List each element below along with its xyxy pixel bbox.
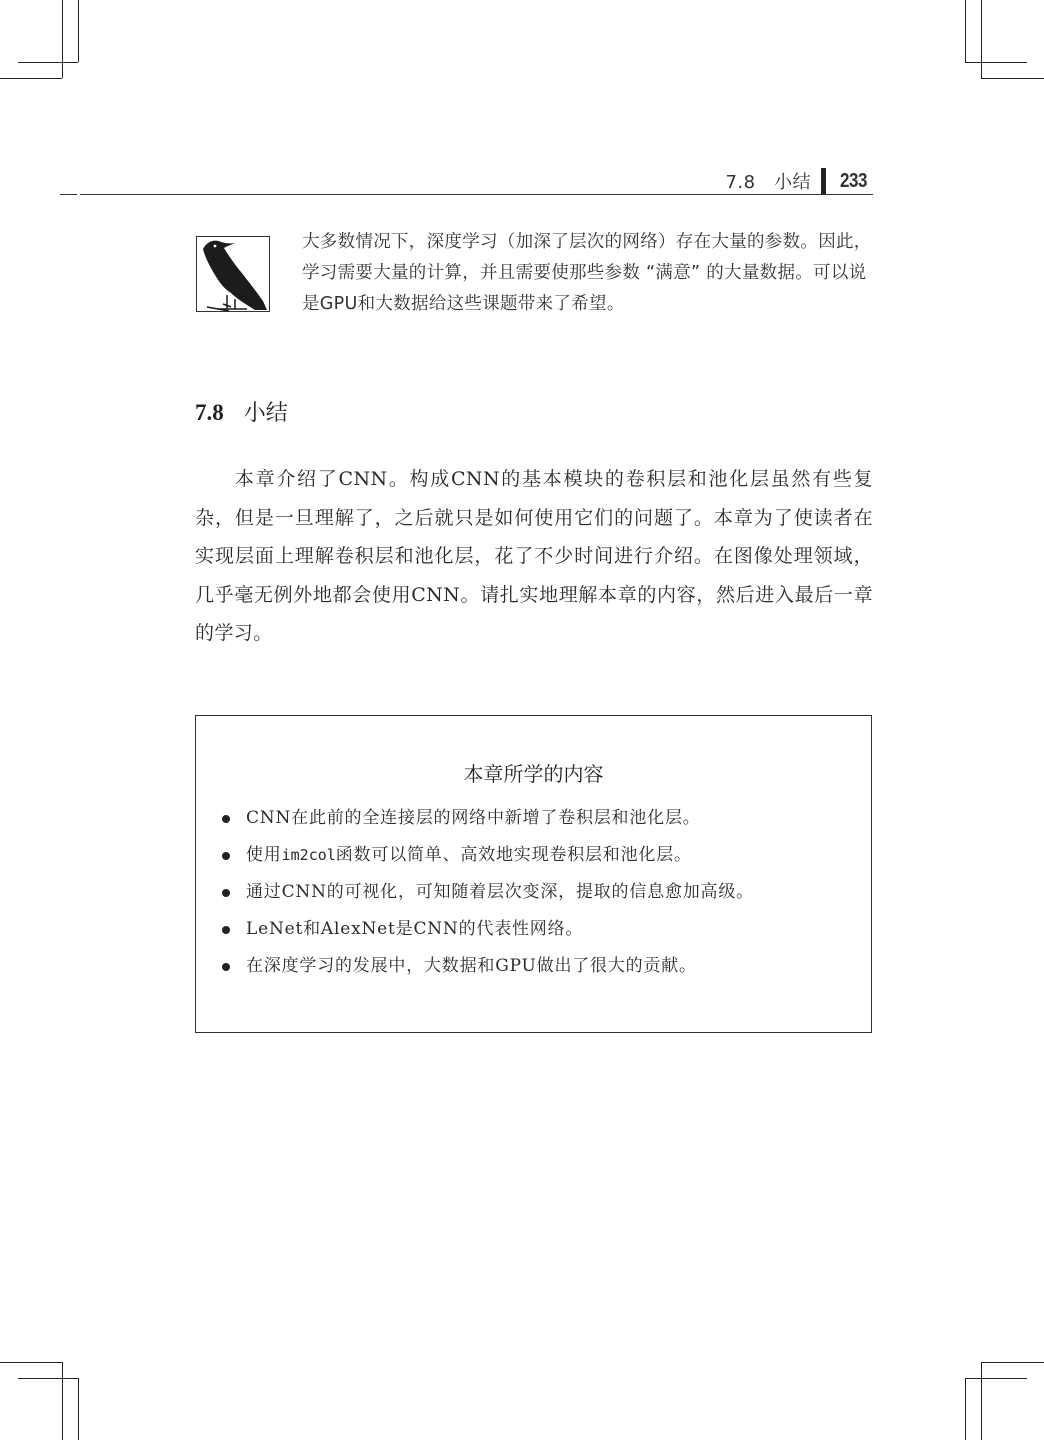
page-number: 233 (840, 169, 868, 192)
bullet-icon (222, 815, 230, 823)
list-item-text: 使用 (246, 845, 282, 865)
section-number: 7.8 (195, 400, 224, 425)
list-item-text: LeNet和AlexNet是CNN的代表性网络。 (246, 919, 584, 939)
list-item (222, 874, 852, 911)
list-item (222, 948, 852, 985)
header-section: 7.8 小结 (725, 172, 812, 193)
list-item-text: CNN在此前的全连接层的网络中新增了卷积层和池化层。 (246, 808, 701, 828)
list-item (222, 911, 852, 948)
header-rule (80, 194, 873, 195)
list-item-text: 函数可以简单、高效地实现卷积层和池化层。 (335, 845, 692, 865)
body-paragraph: 本章介绍了CNN。构成CNN的基本模块的卷积层和池化层虽然有些复杂，但是一旦理解了，之后就只是如何使用它们的问题了。本章为了使读者在实现层面上理解卷积层和池化层，花了不少时间进行介绍。在图像处理领域，几乎毫无例外地都会使用CNN。请扎实地理解本章的内容，然后进入最后一章的学习。 (195, 468, 873, 644)
bullet-icon (222, 963, 230, 971)
header-bar (821, 168, 826, 194)
bullet-icon (222, 889, 230, 897)
section-heading: 小结 (243, 401, 288, 426)
list-item-text: 通过CNN的可视化，可知随着层次变深，提取的信息愈加高级。 (246, 882, 754, 902)
code-term: im2col (281, 846, 336, 864)
section-title (195, 396, 288, 427)
summary-title: 本章所学的内容 (463, 762, 604, 786)
header-tick (60, 194, 77, 195)
bullet-icon (222, 852, 230, 860)
summary-box (195, 715, 872, 1033)
running-header (725, 168, 872, 194)
bullet-icon (222, 926, 230, 934)
list-item (222, 800, 852, 837)
list-item (222, 837, 852, 874)
summary-list (222, 800, 852, 985)
bird-icon (196, 236, 270, 312)
list-item-text: 在深度学习的发展中，大数据和GPU做出了很大的贡献。 (246, 956, 697, 976)
note-text: 大多数情况下，深度学习（加深了层次的网络）存在大量的参数。因此，学习需要大量的计算，并且需要使那些参数 “满意” 的大量数据。可以说是GPU和大数据给这些课题带来了希望。 (302, 232, 872, 314)
